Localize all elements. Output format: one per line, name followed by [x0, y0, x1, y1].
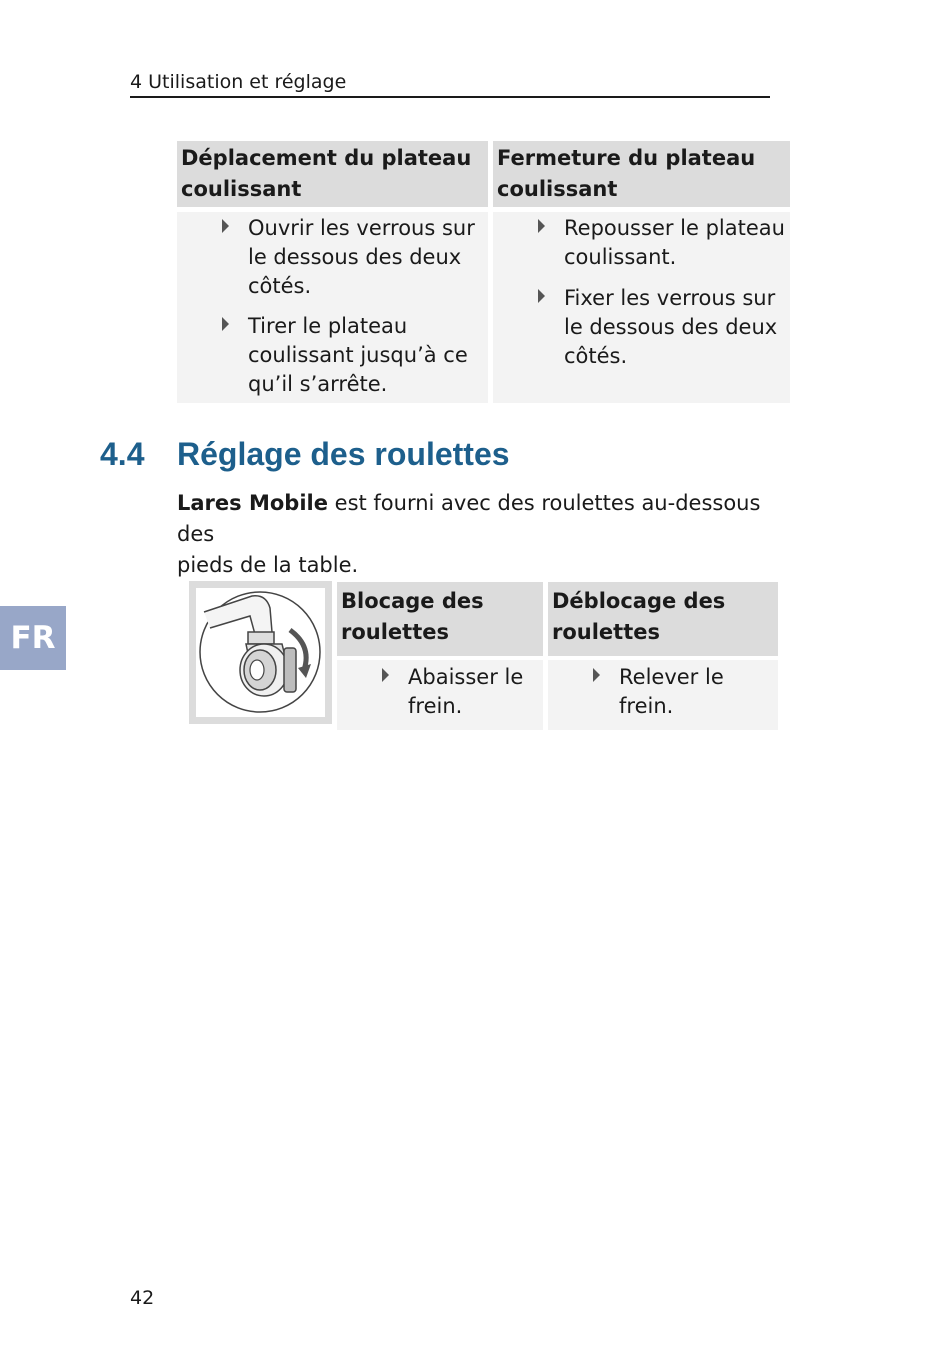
instruction-step — [593, 663, 773, 723]
header-line: Déblocage des — [552, 589, 726, 613]
instruction-step — [222, 312, 482, 402]
header-line: roulettes — [552, 620, 660, 644]
step-line: Relever le — [619, 665, 724, 689]
step-line: Ouvrir les verrous sur — [248, 216, 475, 240]
step-arrow-icon — [382, 668, 389, 682]
step-line: le dessous des deux — [248, 245, 462, 269]
table-cell-close-tray-steps — [493, 212, 790, 403]
step-line: le dessous des deux — [564, 315, 778, 339]
product-name: Lares Mobile — [177, 491, 328, 515]
step-line: frein. — [408, 694, 463, 718]
header-line: Déplacement du plateau — [181, 146, 472, 170]
step-arrow-icon — [222, 317, 229, 331]
language-tab: FR — [0, 606, 66, 670]
header-line: Fermeture du plateau — [497, 146, 756, 170]
header-line: Blocage des — [341, 589, 484, 613]
step-line: Abaisser le — [408, 665, 524, 689]
step-line: qu’il s’arrête. — [248, 372, 388, 396]
instruction-step — [222, 214, 482, 304]
step-line: Repousser le plateau — [564, 216, 785, 240]
step-line: Fixer les verrous sur — [564, 286, 776, 310]
header-line: roulettes — [341, 620, 449, 644]
table-header-close-tray — [493, 141, 790, 207]
intro-text: est fourni avec des roulettes au-dessous des — [177, 491, 761, 546]
step-line: frein. — [619, 694, 674, 718]
step-arrow-icon — [538, 289, 545, 303]
instruction-step — [382, 663, 542, 723]
step-line: coulissant. — [564, 245, 677, 269]
step-line: coulissant jusqu’à ce — [248, 343, 468, 367]
intro-text: pieds de la table. — [177, 553, 359, 577]
section-title: Réglage des roulettes — [177, 436, 510, 472]
instruction-step — [538, 214, 788, 274]
section-number: 4.4 — [100, 436, 145, 472]
caster-illustration — [189, 581, 332, 724]
running-header: 4 Utilisation et réglage — [130, 70, 770, 98]
step-arrow-icon — [593, 668, 600, 682]
instruction-step — [538, 284, 788, 374]
step-arrow-icon — [222, 219, 229, 233]
header-line: coulissant — [181, 177, 302, 201]
table-cell-lock-steps — [337, 660, 543, 730]
step-line: côtés. — [564, 344, 628, 368]
table-header-move-tray — [177, 141, 488, 207]
step-arrow-icon — [538, 219, 545, 233]
caster-wheel-brake-icon — [196, 588, 325, 717]
table-cell-move-tray-steps — [177, 212, 488, 403]
table-header-unlock-casters — [548, 582, 778, 656]
step-line: côtés. — [248, 274, 312, 298]
page-number: 42 — [130, 1287, 155, 1309]
table-cell-unlock-steps — [548, 660, 778, 730]
table-header-lock-casters — [337, 582, 543, 656]
step-line: Tirer le plateau — [248, 314, 408, 338]
header-line: coulissant — [497, 177, 618, 201]
intro-paragraph — [177, 488, 777, 581]
